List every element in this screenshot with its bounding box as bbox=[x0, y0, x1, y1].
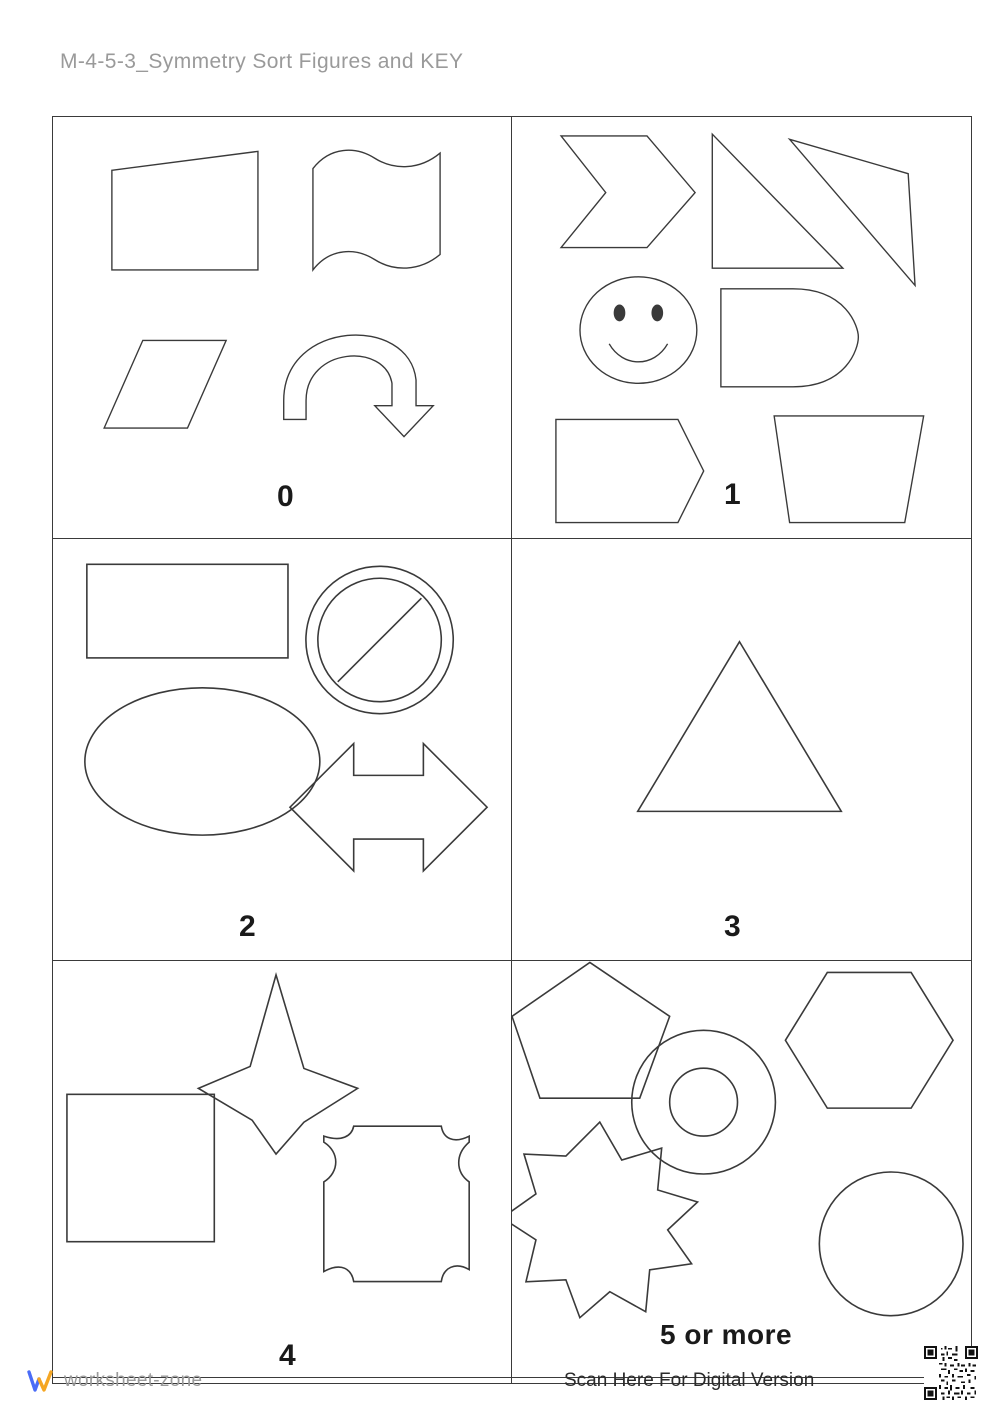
four-point-star-shape bbox=[198, 975, 357, 1154]
wavy-flag-shape bbox=[313, 150, 440, 270]
worksheet-zone-icon bbox=[26, 1366, 56, 1396]
pentagon-banner-shape bbox=[556, 419, 704, 522]
shape-group-three bbox=[512, 539, 971, 960]
hexagon-shape bbox=[785, 972, 953, 1108]
equilateral-triangle-shape bbox=[638, 642, 842, 812]
shape-group-four bbox=[53, 961, 511, 1383]
cell-one-line bbox=[512, 117, 971, 539]
cell-three-lines bbox=[512, 539, 971, 961]
cell-label: 2 bbox=[239, 910, 257, 943]
page-title: M-4-5-3_Symmetry Sort Figures and KEY bbox=[60, 50, 464, 73]
cell-four-lines bbox=[53, 961, 512, 1383]
u-turn-arrow-shape bbox=[284, 335, 433, 437]
circle-shape bbox=[819, 1172, 963, 1316]
scalene-triangle-shape bbox=[790, 139, 915, 285]
shape-group-two bbox=[53, 539, 511, 960]
right-trapezoid-shape bbox=[112, 151, 258, 270]
no-entry-sign-shape bbox=[306, 566, 453, 713]
rectangle-shape bbox=[87, 564, 288, 658]
chevron-arrow-shape bbox=[561, 136, 695, 248]
nine-point-star-shape bbox=[512, 1122, 698, 1318]
symmetry-sort-grid bbox=[52, 116, 972, 1384]
cell-label: 5 or more bbox=[660, 1319, 793, 1350]
scan-here-text: Scan Here For Digital Version bbox=[564, 1370, 815, 1391]
right-triangle-shape bbox=[712, 134, 843, 268]
cell-two-lines bbox=[53, 539, 512, 961]
cell-label: 4 bbox=[279, 1339, 297, 1372]
cell-label: 1 bbox=[724, 478, 742, 511]
cell-five-or-more-lines bbox=[512, 961, 971, 1383]
qr-code[interactable] bbox=[924, 1346, 978, 1400]
d-shape bbox=[721, 289, 858, 387]
brand-name: worksheet-zone bbox=[64, 1370, 203, 1391]
cell-label: 0 bbox=[277, 480, 295, 513]
brand-logo[interactable] bbox=[26, 1366, 202, 1396]
square-shape bbox=[67, 1094, 214, 1241]
parallelogram-shape bbox=[104, 340, 226, 428]
smiley-face-shape bbox=[580, 277, 697, 384]
isosceles-trapezoid-shape bbox=[774, 416, 923, 523]
rounded-concave-square-shape bbox=[324, 1126, 469, 1281]
shape-group-zero bbox=[53, 117, 511, 538]
pentagon-shape bbox=[512, 962, 670, 1098]
annulus-ring-shape bbox=[632, 1030, 776, 1174]
cell-zero-lines bbox=[53, 117, 512, 539]
cell-label: 3 bbox=[724, 910, 742, 943]
ellipse-shape bbox=[85, 688, 320, 835]
shape-group-one bbox=[512, 117, 971, 538]
